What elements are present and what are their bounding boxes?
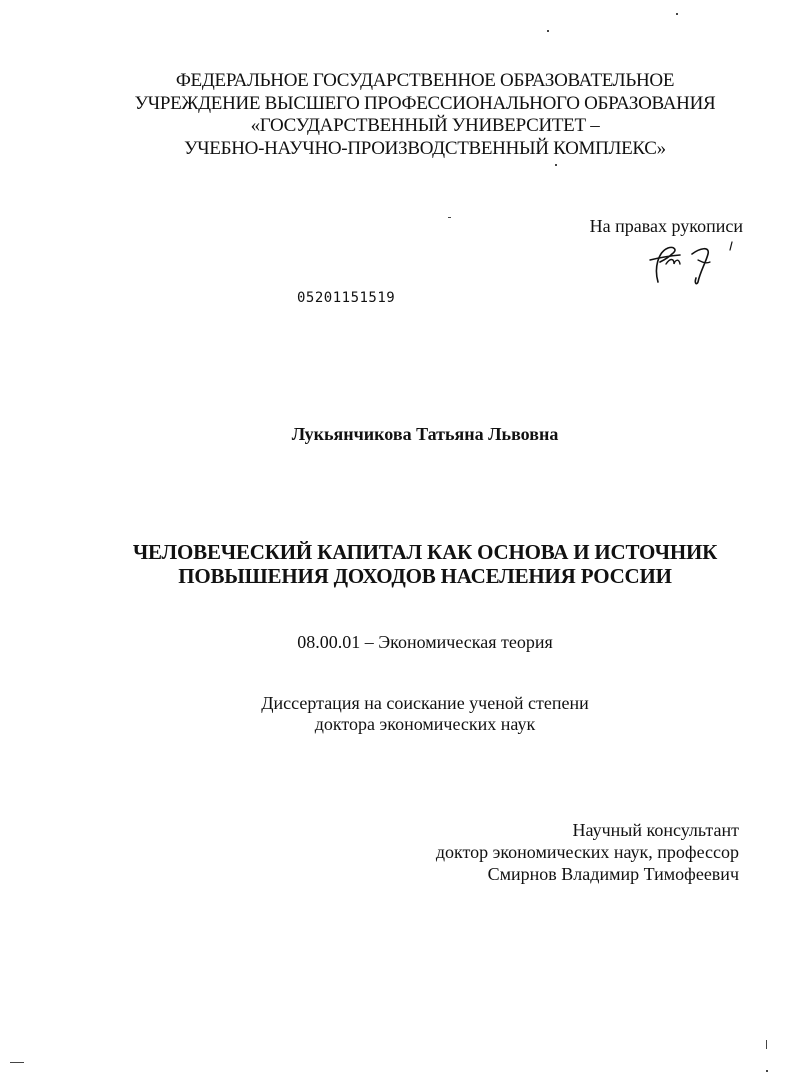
degree-statement xyxy=(0,693,795,735)
scan-speck xyxy=(10,1062,24,1063)
consultant-name: Смирнов Владимир Тимофеевич xyxy=(487,864,739,884)
title-line: ЧЕЛОВЕЧЕСКИЙ КАПИТАЛ КАК ОСНОВА И ИСТОЧНИК xyxy=(132,540,718,564)
consultant-role: Научный консультант xyxy=(572,820,739,840)
scan-speck xyxy=(555,164,557,166)
institution-line: ФЕДЕРАЛЬНОЕ ГОСУДАРСТВЕННОЕ ОБРАЗОВАТЕЛЬНОЕ xyxy=(175,70,675,91)
scan-speck xyxy=(547,30,549,32)
scan-speck xyxy=(448,217,451,218)
scan-speck xyxy=(766,1040,767,1049)
scan-speck xyxy=(676,13,678,15)
institution-line: «ГОСУДАРСТВЕННЫЙ УНИВЕРСИТЕТ – xyxy=(250,115,600,136)
handwritten-signature xyxy=(644,238,744,288)
consultant-credentials: доктор экономических наук, профессор xyxy=(435,842,739,862)
degree-line: доктора экономических наук xyxy=(314,714,536,734)
dissertation-title xyxy=(0,540,795,588)
catalog-number: 05201151519 xyxy=(297,290,396,306)
institution-line: УЧЕБНО-НАУЧНО-ПРОИЗВОДСТВЕННЫЙ КОМПЛЕКС» xyxy=(184,137,666,159)
degree-line: Диссертация на соискание ученой степени xyxy=(261,693,589,713)
manuscript-note: На правах рукописи xyxy=(589,216,743,236)
scientific-consultant xyxy=(436,819,739,885)
specialty-code: 08.00.01 – Экономическая теория xyxy=(297,632,553,652)
title-line: ПОВЫШЕНИЯ ДОХОДОВ НАСЕЛЕНИЯ РОССИИ xyxy=(178,564,672,588)
author-name: Лукьянчикова Татьяна Львовна xyxy=(291,424,559,444)
institution-header xyxy=(0,70,795,160)
institution-line: УЧРЕЖДЕНИЕ ВЫСШЕГО ПРОФЕССИОНАЛЬНОГО ОБРАЗОВАНИЯ xyxy=(134,92,716,114)
scan-speck xyxy=(766,1070,768,1072)
